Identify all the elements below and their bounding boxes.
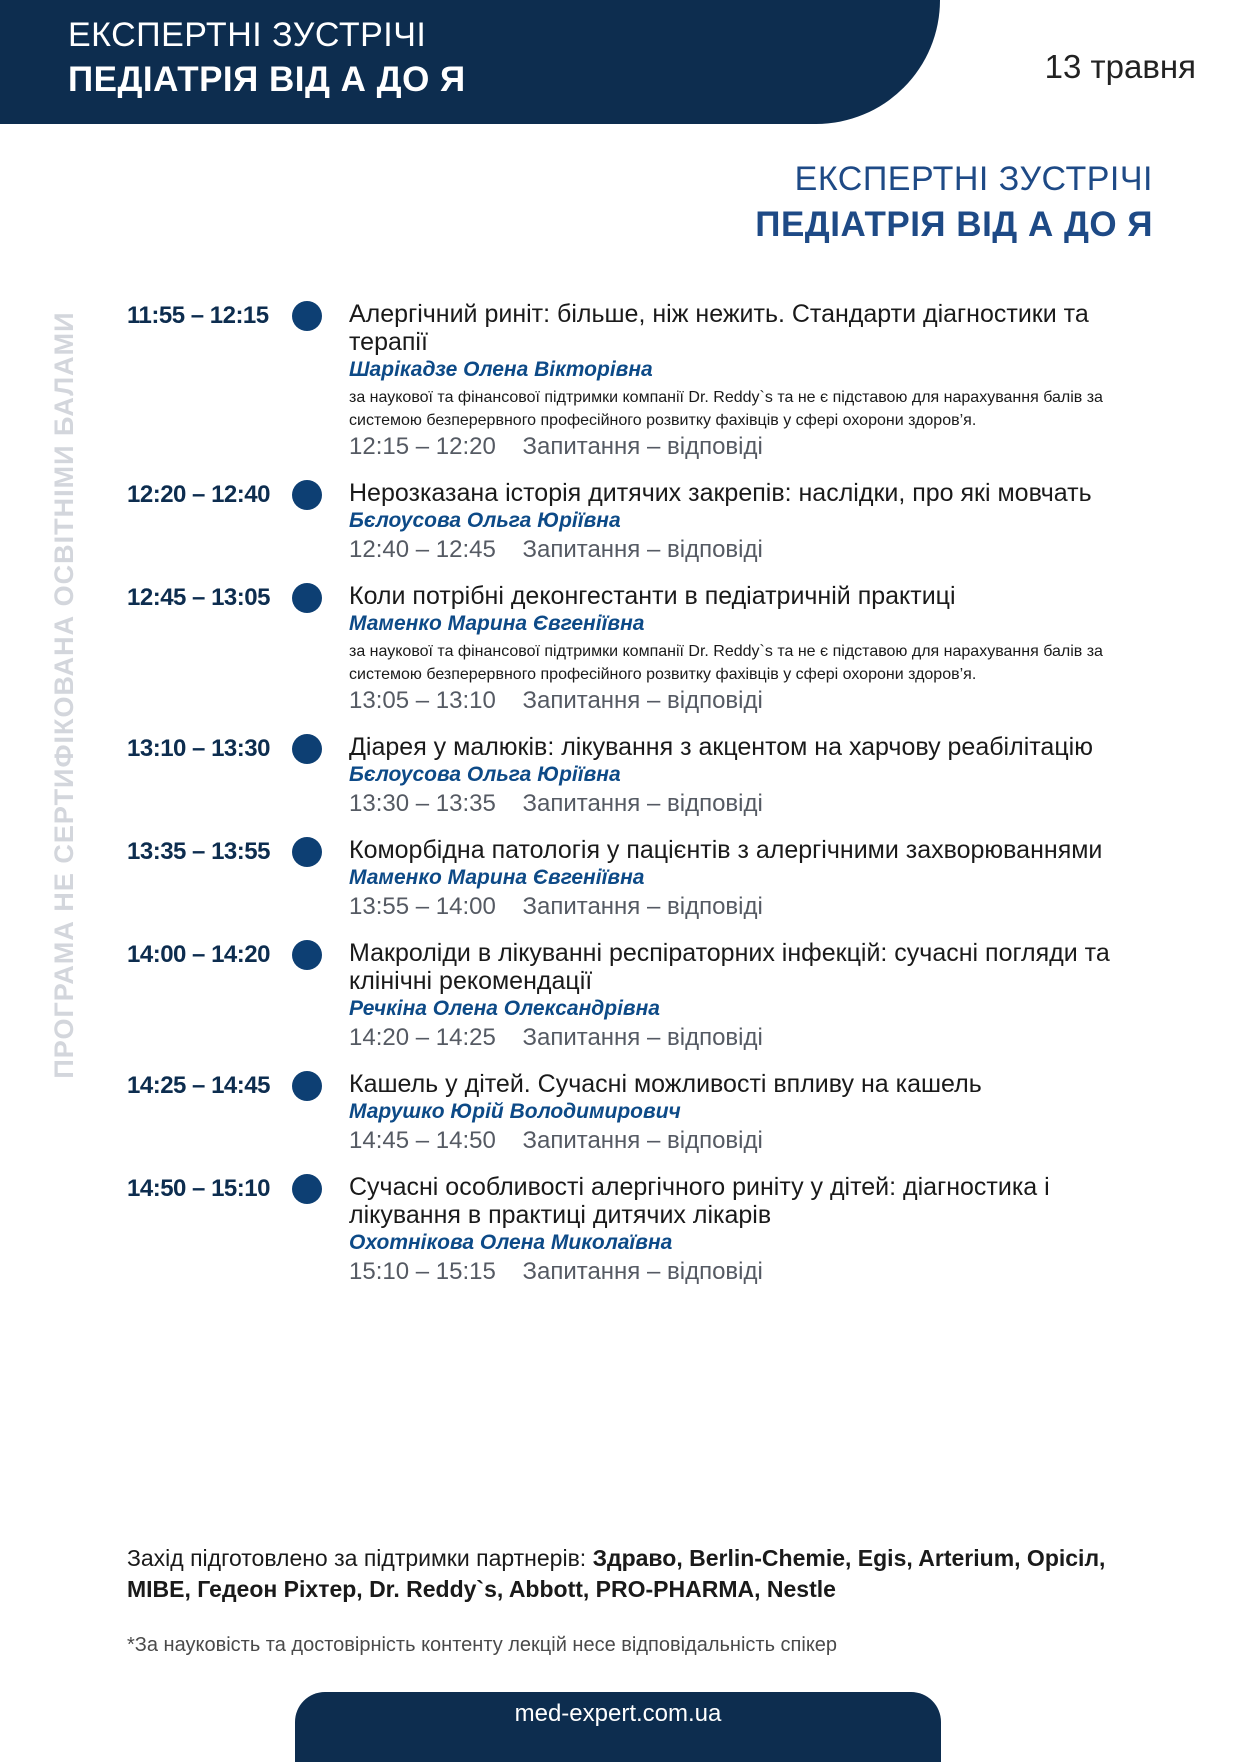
session-sponsor-note: за наукової та фінансової підтримки компанії Dr. Reddy`s та не є підставою для нарахування балів за системою безперервного професійного розвитку фахівців у сфері охорони здоров’я.: [349, 389, 1103, 429]
session-body: [349, 1173, 1157, 1287]
session-sponsor-note: за наукової та фінансової підтримки компанії Dr. Reddy`s та не є підставою для нарахування балів за системою безперервного професійного розвитку фахівців у сфері охорони здоров’я.: [349, 643, 1103, 683]
timeline-dot-icon: [292, 734, 322, 764]
session-time: 14:25 – 14:45: [127, 1072, 270, 1099]
session-body: [349, 939, 1157, 1053]
qa-time: 14:20 – 14:25: [349, 1024, 496, 1051]
session-topic: Коморбідна патологія у пацієнтів з алергічними захворюваннями: [349, 836, 1103, 864]
qa-row: [349, 535, 1157, 565]
session-topic: Нерозказана історія дитячих закрепів: наслідки, про які мовчать: [349, 479, 1092, 507]
session-speaker: Речкіна Олена Олександрівна: [349, 997, 660, 1020]
session-item: [127, 479, 1157, 565]
session-speaker: Маменко Марина Євгеніївна: [349, 612, 645, 635]
qa-label: Запитання – відповіді: [522, 1127, 763, 1154]
timeline-dot-icon: [292, 837, 322, 867]
timeline-dot-icon: [292, 1174, 322, 1204]
session-item: [127, 1070, 1157, 1156]
qa-label: Запитання – відповіді: [522, 433, 763, 460]
page-title-series: ЕКСПЕРТНІ ЗУСТРІЧІ: [794, 160, 1153, 198]
timeline-dot-icon: [292, 480, 322, 510]
session-speaker: Шарікадзе Олена Вікторівна: [349, 358, 653, 381]
session-time: 13:35 – 13:55: [127, 838, 270, 865]
session-body: [349, 836, 1157, 922]
qa-label: Запитання – відповіді: [522, 1024, 763, 1051]
session-time: 11:55 – 12:15: [127, 302, 269, 329]
qa-time: 12:15 – 12:20: [349, 433, 496, 460]
session-body: [349, 1070, 1157, 1156]
timeline-dot-icon: [292, 301, 322, 331]
timeline-dot-icon: [292, 940, 322, 970]
session-topic: Кашель у дітей. Сучасні можливості впливу на кашель: [349, 1070, 982, 1098]
qa-row: [349, 686, 1157, 716]
header-series-title: ЕКСПЕРТНІ ЗУСТРІЧІ: [68, 16, 427, 54]
session-item: [127, 733, 1157, 819]
session-body: [349, 582, 1157, 716]
session-item: [127, 300, 1157, 462]
partners-intro: Захід підготовлено за підтримки партнерів:: [127, 1545, 593, 1571]
session-body: [349, 479, 1157, 565]
certification-note: ПРОГРАМА НЕ СЕРТИФІКОВАНА ОСВІТНІМИ БАЛАМИ: [49, 311, 79, 1079]
qa-label: Запитання – відповіді: [522, 536, 763, 563]
schedule-list: [127, 300, 1157, 1304]
disclaimer-footnote: *За науковість та достовірність контенту лекцій несе відповідальність спікер: [127, 1634, 838, 1656]
qa-row: [349, 1257, 1157, 1287]
session-topic: Макроліди в лікуванні респіраторних інфекцій: сучасні погляди та клінічні рекомендації: [349, 939, 1110, 995]
qa-time: 13:55 – 14:00: [349, 893, 496, 920]
session-time: 12:45 – 13:05: [127, 584, 270, 611]
header-event-title: ПЕДІАТРІЯ ВІД А ДО Я: [68, 60, 466, 99]
session-item: [127, 939, 1157, 1053]
session-body: [349, 733, 1157, 819]
qa-time: 13:30 – 13:35: [349, 790, 496, 817]
page-title-event: ПЕДІАТРІЯ ВІД А ДО Я: [755, 205, 1153, 244]
session-item: [127, 582, 1157, 716]
website-link[interactable]: med-expert.com.ua: [514, 1700, 722, 1727]
qa-row: [349, 892, 1157, 922]
header-banner: [0, 0, 940, 124]
qa-row: [349, 1023, 1157, 1053]
event-date: 13 травня: [1044, 48, 1196, 85]
session-time: 13:10 – 13:30: [127, 735, 270, 762]
timeline-dot-icon: [292, 1071, 322, 1101]
session-speaker: Бєлоусова Ольга Юріївна: [349, 509, 621, 532]
session-speaker: Марушко Юрій Володимирович: [349, 1100, 681, 1123]
session-topic: Діарея у малюків: лікування з акцентом на харчову реабілітацію: [349, 733, 1093, 761]
session-topic: Алергічний риніт: більше, ніж нежить. Стандарти діагностики та терапії: [349, 300, 1089, 356]
session-topic: Коли потрібні деконгестанти в педіатричній практиці: [349, 582, 956, 610]
qa-time: 15:10 – 15:15: [349, 1258, 496, 1285]
session-speaker: Охотнікова Олена Миколаївна: [349, 1231, 673, 1254]
session-body: [349, 300, 1157, 462]
qa-row: [349, 789, 1157, 819]
session-item: [127, 1173, 1157, 1287]
session-time: 14:00 – 14:20: [127, 941, 270, 968]
footer-banner: [295, 1692, 941, 1762]
qa-label: Запитання – відповіді: [522, 1258, 763, 1285]
partners-text: [127, 1543, 1107, 1605]
session-topic: Сучасні особливості алергічного риніту у дітей: діагностика і лікування в практиці дитячих лікарів: [349, 1173, 1050, 1229]
qa-time: 14:45 – 14:50: [349, 1127, 496, 1154]
qa-label: Запитання – відповіді: [522, 790, 763, 817]
qa-row: [349, 1126, 1157, 1156]
title-block: [755, 160, 1153, 245]
qa-time: 13:05 – 13:10: [349, 687, 496, 714]
session-time: 14:50 – 15:10: [127, 1175, 270, 1202]
qa-row: [349, 432, 1157, 462]
session-item: [127, 836, 1157, 922]
partners-list: Здраво, Berlin-Chemie, Egis, Arterium, Орісіл, MIBE, Гедеон Ріхтер, Dr. Reddy`s, Abbott, PRO-PHARMA, Nestle: [127, 1545, 1106, 1602]
session-speaker: Бєлоусова Ольга Юріївна: [349, 763, 621, 786]
qa-label: Запитання – відповіді: [522, 893, 763, 920]
timeline-dot-icon: [292, 583, 322, 613]
session-time: 12:20 – 12:40: [127, 481, 270, 508]
qa-label: Запитання – відповіді: [522, 687, 763, 714]
session-speaker: Маменко Марина Євгеніївна: [349, 866, 645, 889]
qa-time: 12:40 – 12:45: [349, 536, 496, 563]
